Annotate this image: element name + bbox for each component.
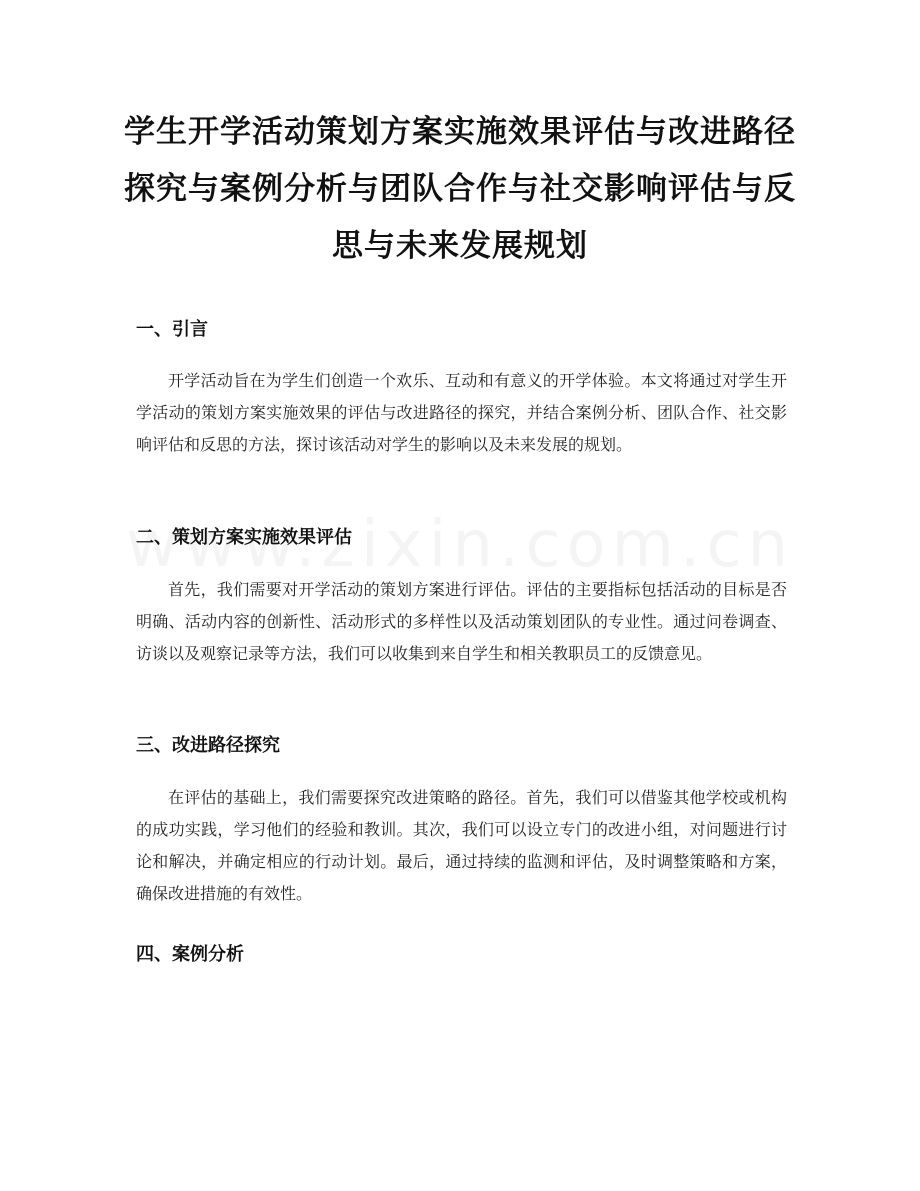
section-heading: 四、案例分析: [136, 944, 244, 965]
section-heading-intro: [136, 318, 786, 342]
section-heading: 二、策划方案实施效果评估: [136, 527, 352, 548]
section-paragraph-intro: 开学活动旨在为学生们创造一个欢乐、互动和有意义的开学体验。本文将通过对学生开学活动的策划方案实施效果的评估与改进路径的探究，并结合案例分析、团队合作、社交影响评估和反思的方法，探讨该活动对学生的影响以及未来发展的规划。: [136, 371, 787, 454]
section-heading-case-study: [136, 943, 786, 967]
section-heading-improvement: [136, 734, 786, 758]
document-title: 学生开学活动策划方案实施效果评估与改进路径探究与案例分析与团队合作与社交影响评估与反思与未来发展规划: [124, 114, 796, 264]
section-paragraph-evaluation: 首先，我们需要对开学活动的策划方案进行评估。评估的主要指标包括活动的目标是否明确、活动内容的创新性、活动形式的多样性以及活动策划团队的专业性。通过问卷调查、访谈以及观察记录等方法，我们可以收集到来自学生和相关教职员工的反馈意见。: [136, 580, 787, 663]
section-heading: 一、引言: [136, 319, 208, 340]
section-heading-evaluation: [136, 526, 786, 550]
section-paragraph-improvement: 在评估的基础上，我们需要探究改进策略的路径。首先，我们可以借鉴其他学校或机构的成功实践，学习他们的经验和教训。其次，我们可以设立专门的改进小组，对问题进行讨论和解决，并确定相应的行动计划。最后，通过持续的监测和评估，及时调整策略和方案，确保改进措施的有效性。: [136, 788, 787, 903]
section-heading: 三、改进路径探究: [136, 735, 280, 756]
